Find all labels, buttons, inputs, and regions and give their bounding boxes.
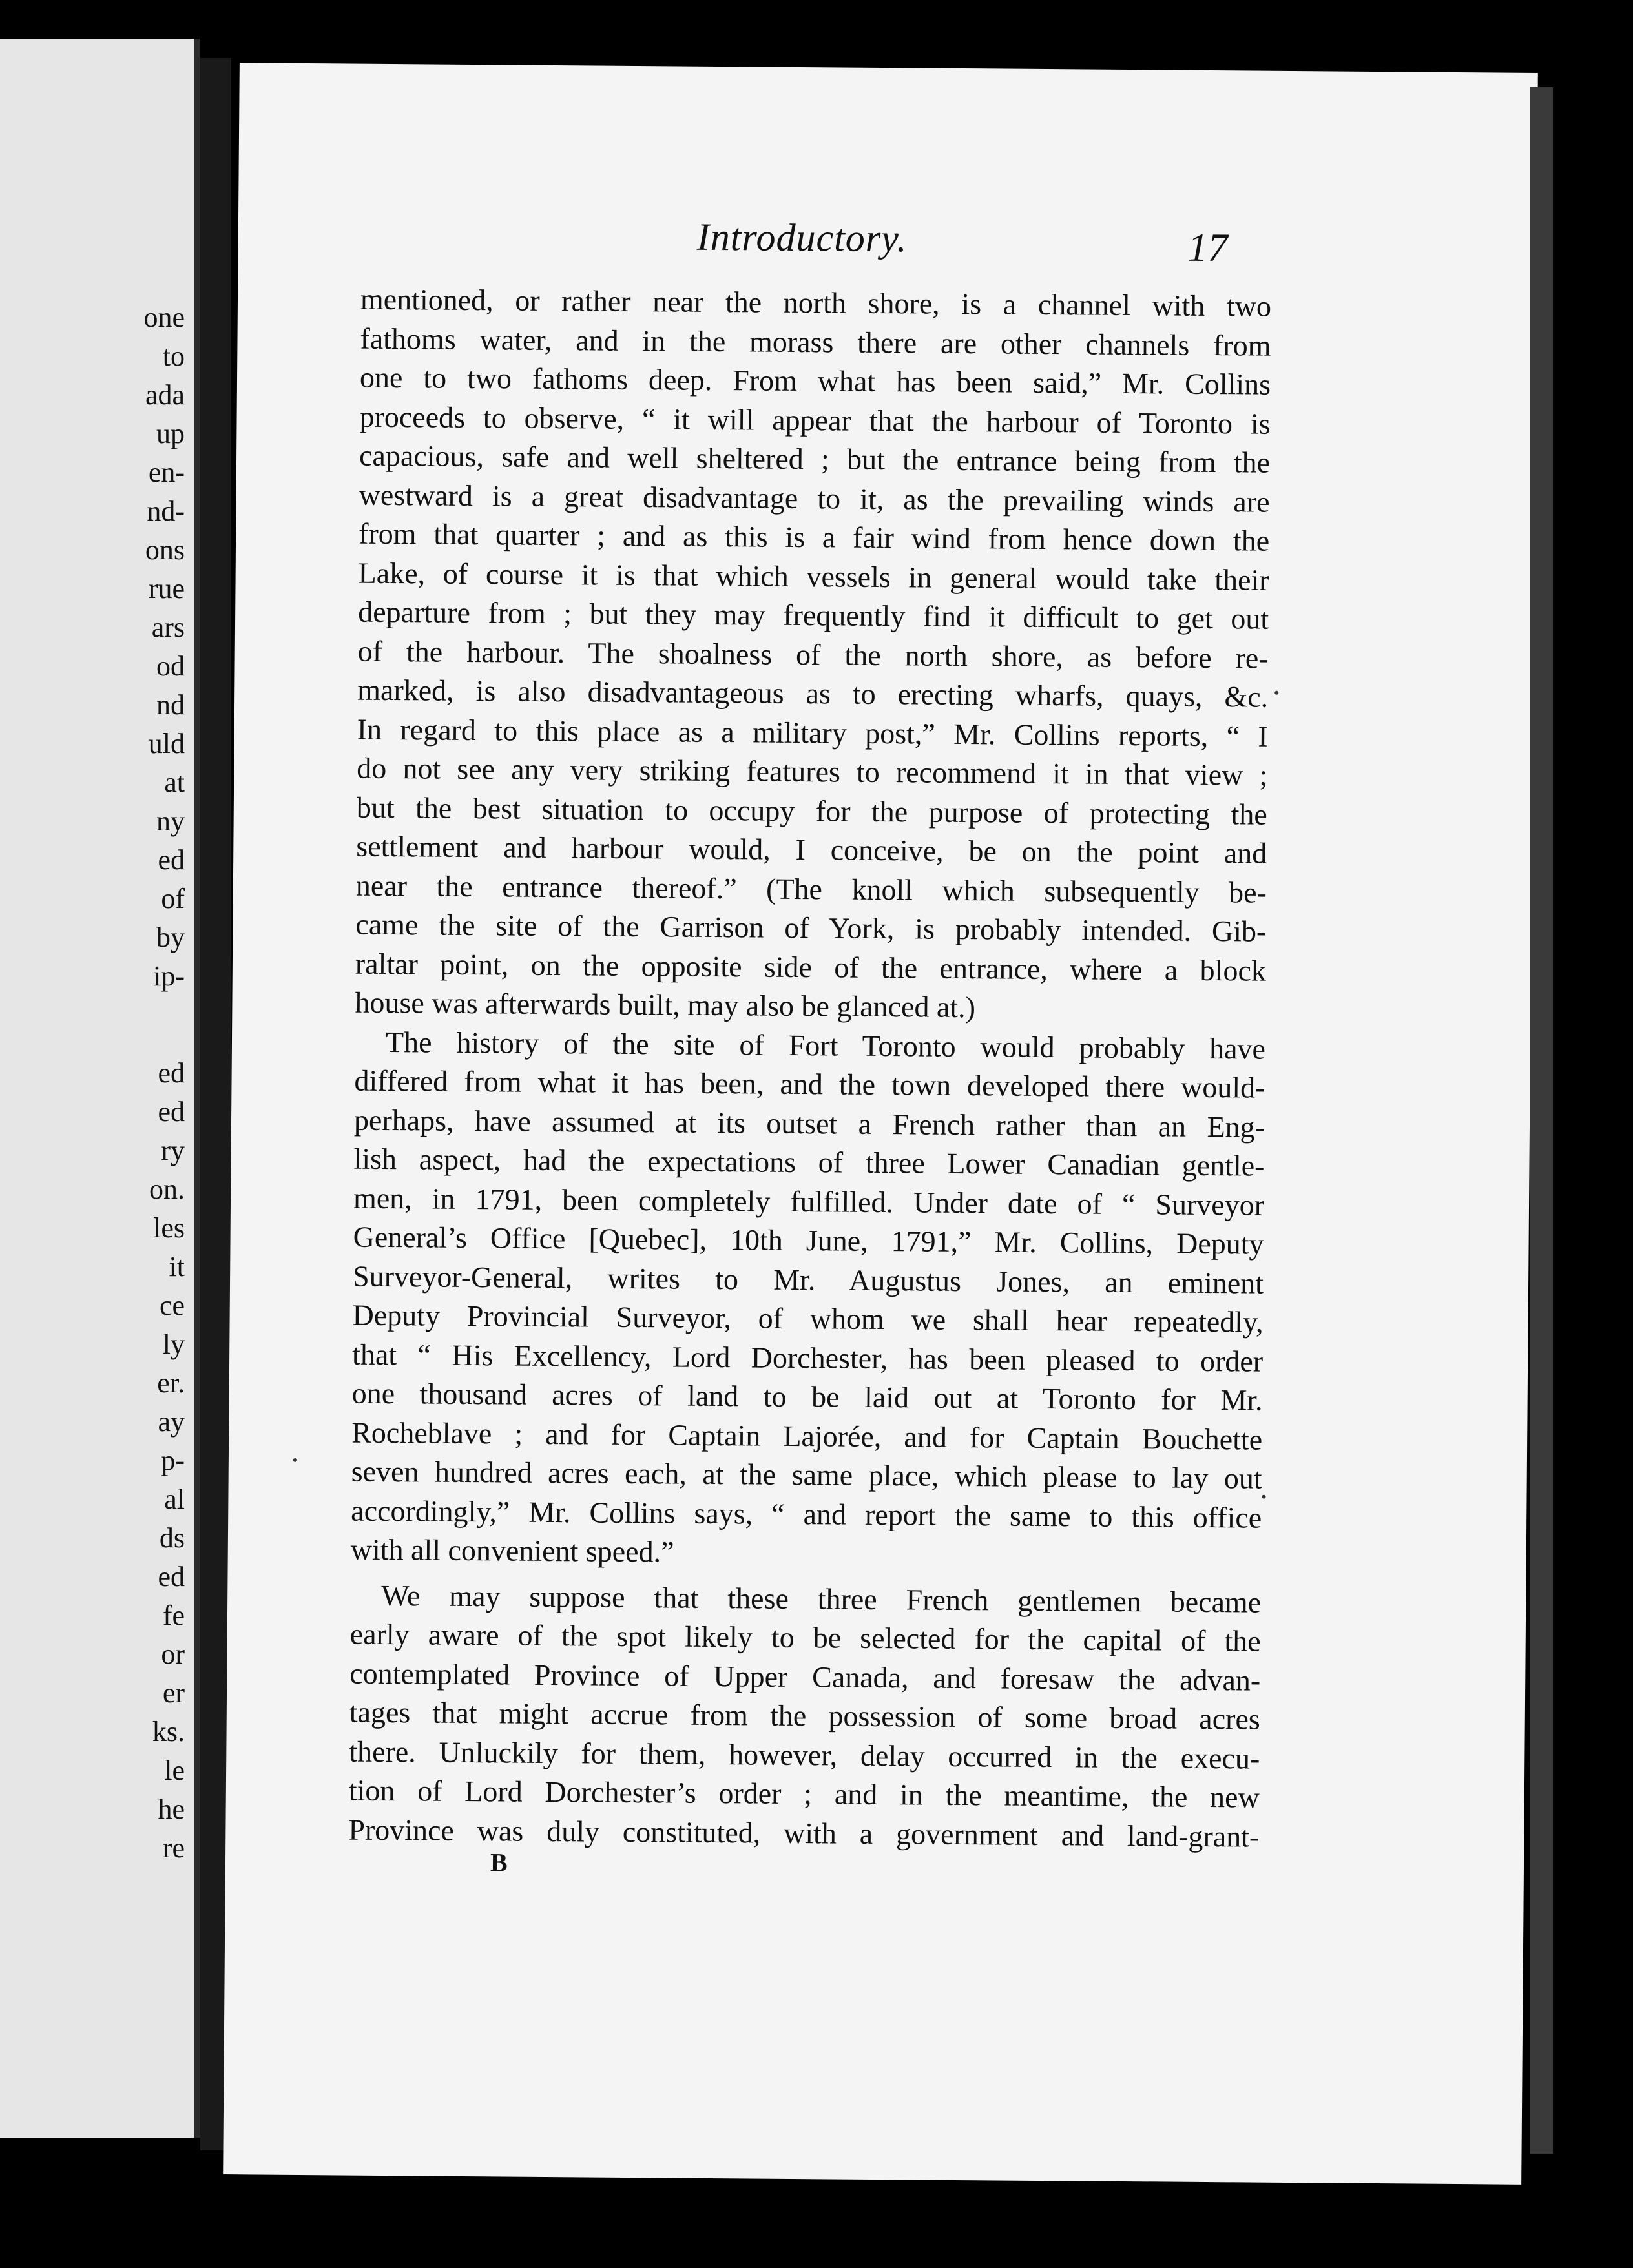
text-line: do not see any very striking features to recommend it in that view ; — [357, 751, 1268, 792]
left-line-fragment: one — [143, 302, 185, 333]
left-line-fragment: le — [164, 1755, 185, 1786]
left-line-fragment: of — [161, 883, 185, 914]
left-line-fragment: rue — [148, 573, 185, 604]
left-line-fragment: ds — [159, 1522, 185, 1554]
left-line-fragment: od — [156, 650, 185, 682]
paper-speck — [1262, 1495, 1265, 1499]
left-line-fragment: ip- — [153, 960, 185, 992]
left-line-fragment: re — [162, 1832, 185, 1864]
signature-mark: B — [490, 1848, 508, 1877]
text-line: contemplated Province of Upper Canada, and foresaw the advan- — [349, 1656, 1261, 1697]
page-edge-shadow — [1530, 87, 1553, 2154]
text-line: one thousand acres of land to be laid out at Toronto for Mr. — [351, 1376, 1263, 1417]
left-line-fragment: ada — [145, 379, 185, 411]
text-line: perhaps, have assumed at its outset a French rather than an Eng- — [353, 1103, 1265, 1144]
text-line: with all convenient speed.” — [350, 1532, 674, 1569]
left-line-fragment: to — [162, 340, 185, 372]
left-line-fragment: ny — [156, 805, 185, 837]
text-line: In regard to this place as a military post,” Mr. Collins reports, “ I — [357, 712, 1268, 753]
left-line-fragment: en- — [148, 457, 185, 488]
book-page — [223, 63, 1538, 2185]
left-line-fragment: ks. — [152, 1716, 185, 1747]
left-line-fragment: up — [156, 418, 185, 449]
text-line: The history of the site of Fort Toronto would probably have — [385, 1025, 1266, 1066]
left-line-fragment: ed — [158, 1561, 185, 1593]
left-line-fragment: on. — [149, 1173, 185, 1205]
paper-speck — [293, 1458, 297, 1462]
left-line-fragment: ed — [158, 1057, 185, 1089]
left-line-fragment: or — [161, 1638, 185, 1670]
text-line: men, in 1791, been completely fulfilled. Under date of “ Surveyor — [353, 1181, 1265, 1222]
left-line-fragment: ed — [158, 1096, 185, 1128]
previous-page-fragment — [0, 39, 200, 2138]
text-line: Lake, of course it is that which vessels in general would take their — [358, 556, 1269, 597]
text-line: seven hundred acres each, at the same place, which please to lay out — [351, 1454, 1262, 1495]
left-line-fragment: ars — [151, 612, 185, 643]
text-line: one to two fathoms deep. From what has been said,” Mr. Collins — [359, 360, 1271, 401]
left-line-fragment: ly — [162, 1328, 185, 1360]
left-line-fragment: nd- — [147, 495, 185, 527]
text-line: We may suppose that these three French gentlemen became — [381, 1578, 1262, 1619]
left-line-fragment: ed — [158, 844, 185, 876]
text-line: settlement and harbour would, I conceive, be on the point and — [356, 829, 1267, 870]
left-line-fragment: les — [153, 1212, 185, 1244]
text-line: from that quarter ; and as this is a fair wind from hence down the — [358, 517, 1270, 557]
text-line: Deputy Provincial Surveyor, of whom we shall hear repeatedly, — [352, 1298, 1264, 1339]
text-line: there. Unluckily for them, however, delay occurred in the execu- — [349, 1735, 1260, 1775]
text-line: differed from what it has been, and the town developed there would- — [354, 1064, 1265, 1104]
text-line: proceeds to observe, “ it will appear that the harbour of Toronto is — [359, 400, 1271, 440]
text-line: raltar point, on the opposite side of the entrance, where a block — [355, 947, 1267, 987]
text-line: lish aspect, had the expectations of three Lower Canadian gentle- — [353, 1142, 1265, 1182]
text-line: departure from ; but they may frequently find it difficult to get out — [358, 595, 1269, 635]
text-line: early aware of the spot likely to be selected for the capital of the — [349, 1617, 1261, 1658]
text-line: Province was duly constituted, with a government and land-grant- — [348, 1813, 1260, 1853]
text-line: General’s Office [Quebec], 10th June, 1791,” Mr. Collins, Deputy — [353, 1220, 1264, 1261]
left-line-fragment: nd — [156, 689, 185, 721]
left-line-fragment: ce — [159, 1290, 185, 1321]
left-line-fragment: it — [169, 1251, 185, 1283]
paper-speck — [1274, 691, 1278, 695]
left-line-fragment: ry — [161, 1135, 185, 1166]
left-line-fragment: p- — [161, 1445, 185, 1476]
text-line: Surveyor-General, writes to Mr. Augustus Jones, an eminent — [352, 1259, 1264, 1300]
text-line: near the entrance thereof.” (The knoll which subsequently be- — [355, 869, 1267, 909]
left-line-fragment: er. — [157, 1367, 185, 1399]
text-line: tion of Lord Dorchester’s order ; and in the meantime, the new — [348, 1773, 1260, 1814]
left-line-fragment: he — [158, 1793, 185, 1825]
left-line-fragment: er — [162, 1677, 185, 1709]
running-head: Introductory. — [696, 215, 908, 260]
body-text — [348, 280, 1271, 1857]
left-line-fragment: by — [156, 922, 185, 953]
left-line-fragment: ay — [158, 1406, 185, 1438]
left-line-fragment: uld — [148, 728, 185, 759]
left-line-fragment: fe — [162, 1600, 185, 1631]
text-line: westward is a great disadvantage to it, as the prevailing winds are — [359, 478, 1270, 519]
text-line: Rocheblave ; and for Captain Lajorée, and for Captain Bouchette — [351, 1416, 1263, 1456]
text-line: house was afterwards built, may also be glanced at.) — [355, 985, 976, 1024]
text-line: of the harbour. The shoalness of the north shore, as before re- — [357, 634, 1269, 675]
text-line: capacious, safe and well sheltered ; but the entrance being from the — [359, 438, 1271, 479]
left-line-fragment: al — [164, 1483, 185, 1515]
text-line: that “ His Excellency, Lord Dorchester, has been pleased to order — [351, 1337, 1264, 1378]
left-line-fragment: ons — [145, 534, 185, 566]
text-line: but the best situation to occupy for the purpose of protecting the — [356, 790, 1267, 831]
left-line-fragment: at — [164, 767, 185, 798]
text-line: fathoms water, and in the morass there are other channels from — [360, 322, 1271, 362]
text-line: came the site of the Garrison of York, is probably intended. Gib- — [355, 907, 1267, 948]
text-line: marked, is also disadvantageous as to erecting wharfs, quays, &c. — [357, 673, 1269, 714]
text-line: accordingly,” Mr. Collins says, “ and report the same to this office — [351, 1494, 1262, 1534]
text-line: tages that might accrue from the possession of some broad acres — [349, 1695, 1260, 1736]
page-number: 17 — [1187, 225, 1228, 271]
text-line: mentioned, or rather near the north shore, is a channel with two — [360, 282, 1272, 323]
